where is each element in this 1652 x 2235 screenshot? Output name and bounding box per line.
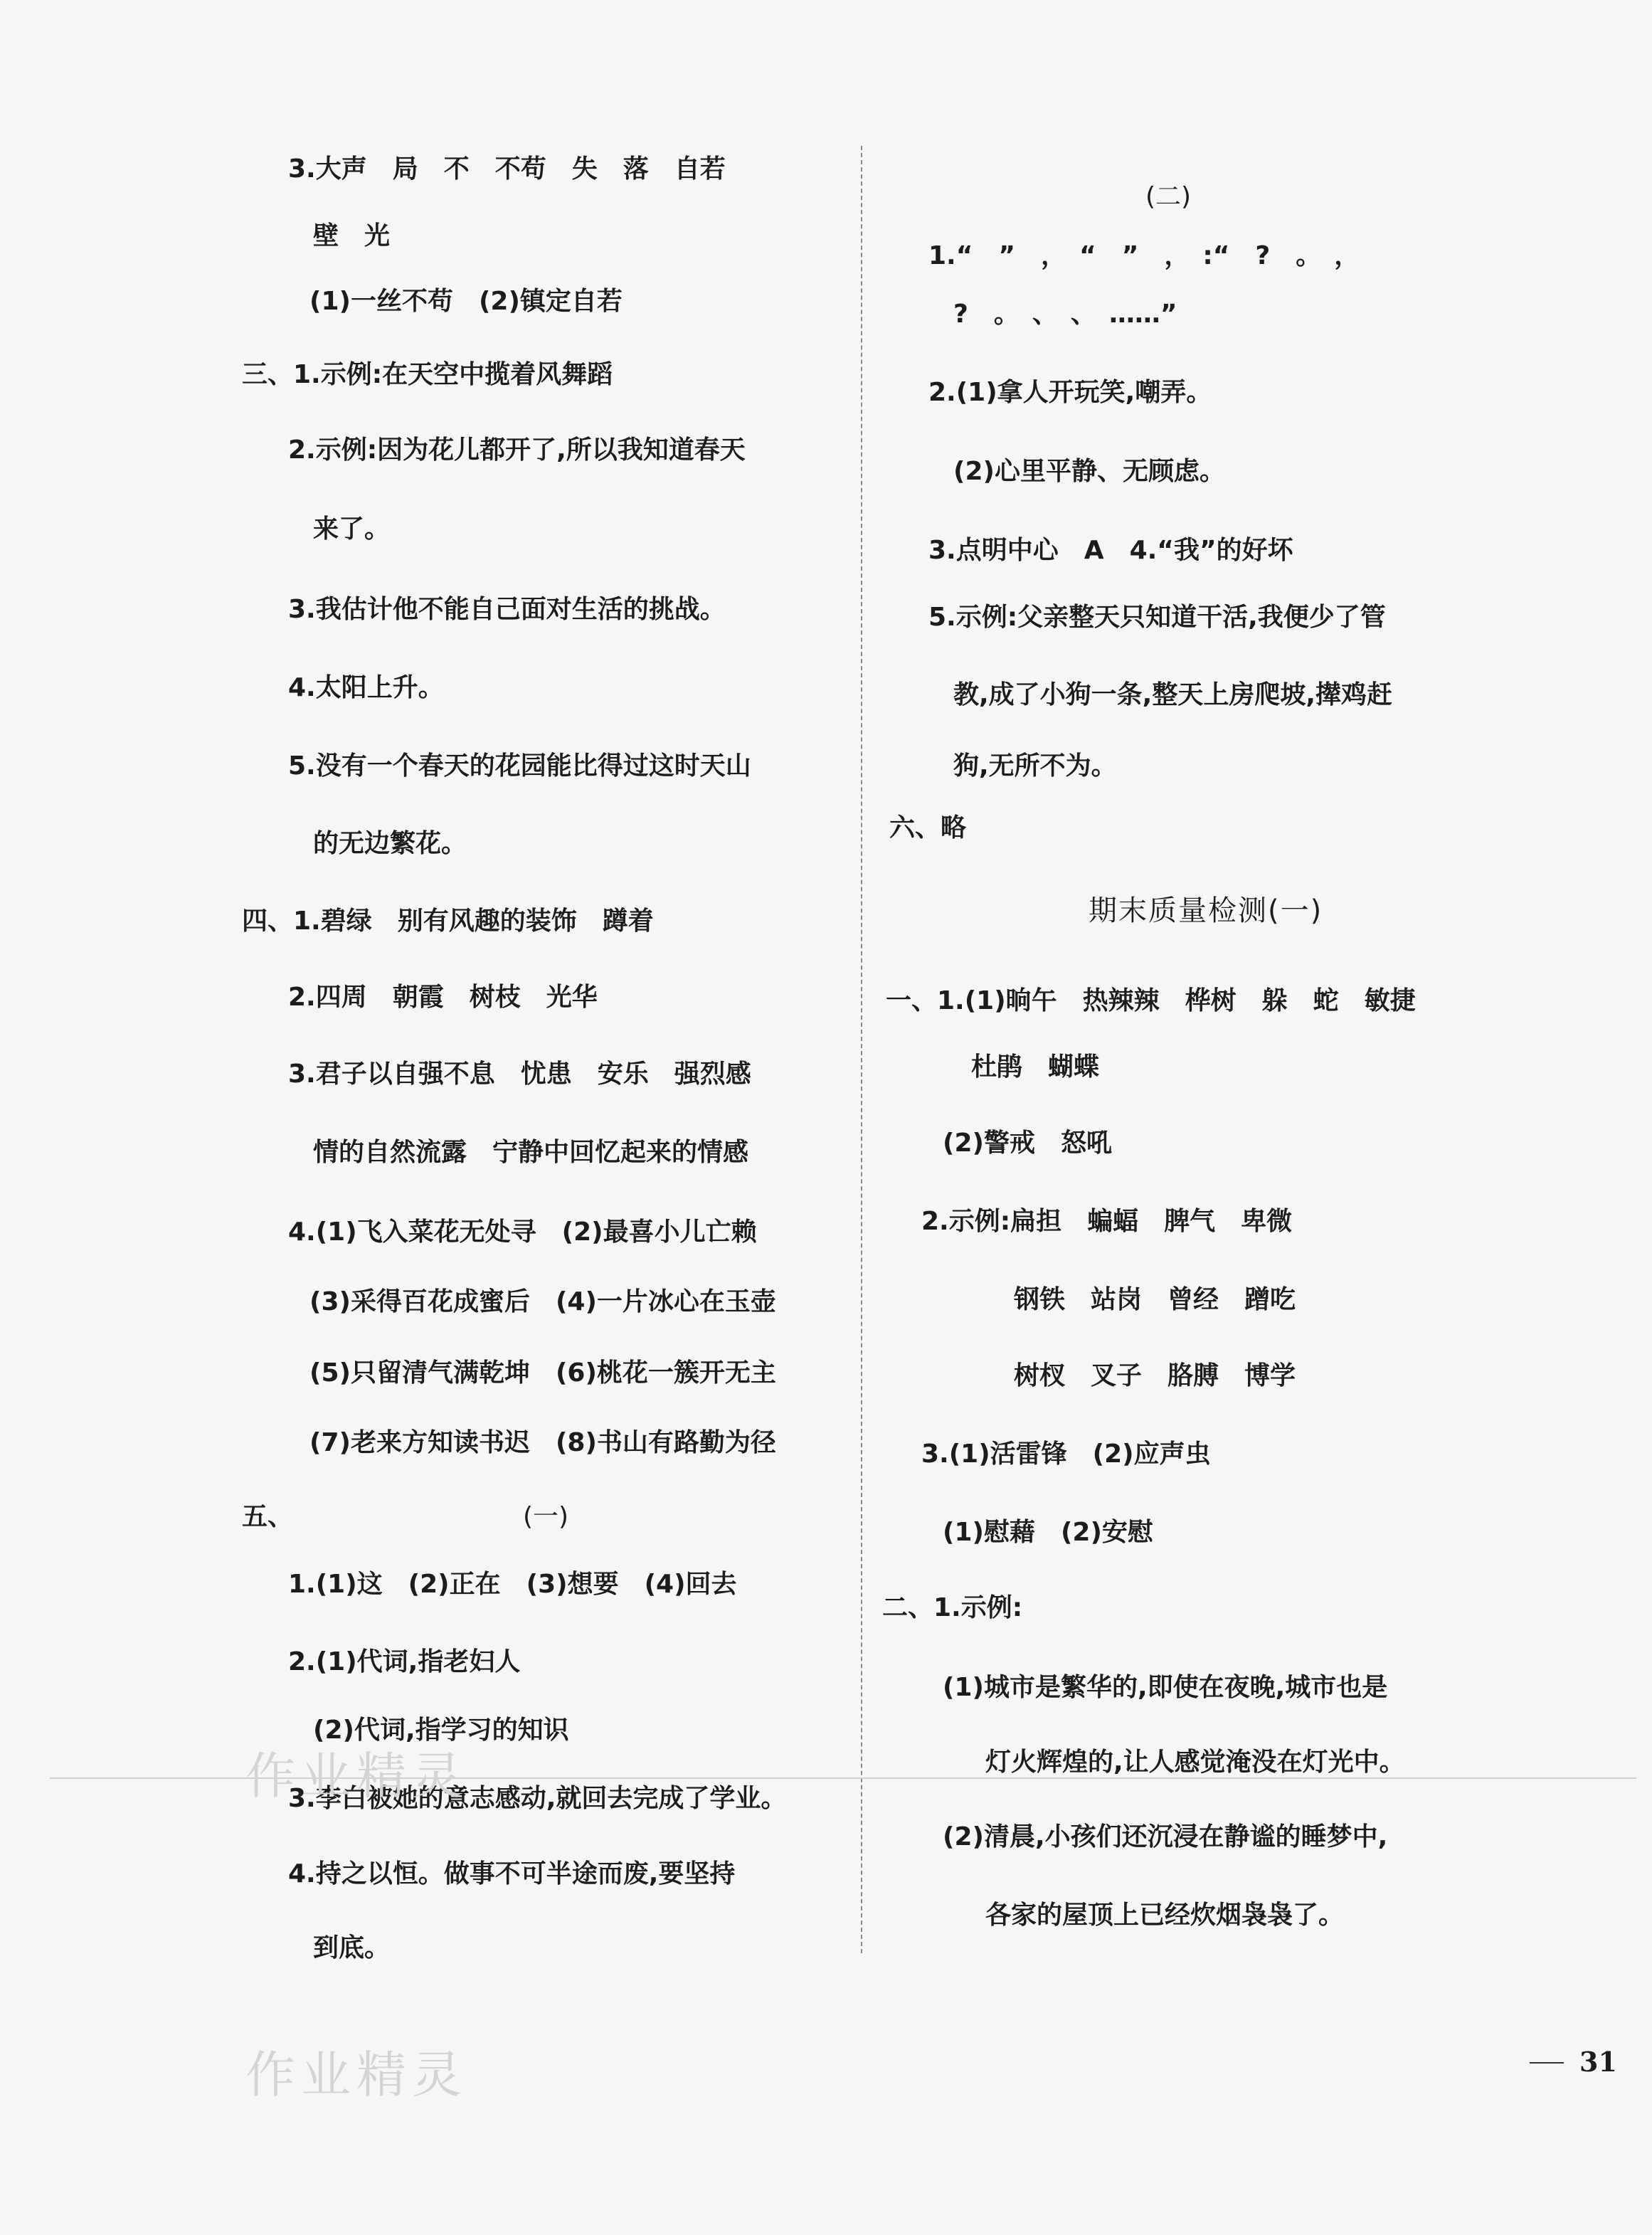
answer-line: 3.君子以自强不息 忧患 安乐 强烈感 <box>288 1060 751 1089</box>
answer-line: 5.没有一个春天的花园能比得过这时天山 <box>288 751 751 781</box>
column-divider <box>861 146 862 1953</box>
answer-line: 灯火辉煌的,让人感觉淹没在灯光中。 <box>985 1748 1405 1777</box>
answer-line: 1.“ ” ， “ ” ， :“ ? 。 ， <box>928 241 1360 270</box>
answer-line: 二、1.示例: <box>882 1593 1023 1622</box>
answer-line: 五、 <box>242 1502 294 1531</box>
answer-line: 教,成了小狗一条,整天上房爬坡,撵鸡赶 <box>953 680 1393 709</box>
answer-line: 一、1.(1)晌午 热辣辣 桦树 躲 蛇 敏捷 <box>886 986 1416 1015</box>
answer-line: (5)只留清气满乾坤 (6)桃花一簇开无主 <box>309 1358 776 1388</box>
section-heading: (一) <box>523 1502 569 1531</box>
answer-line: 2.示例:因为花儿都开了,所以我知道春天 <box>288 435 746 465</box>
answer-line: 3.点明中心 A 4.“我”的好坏 <box>928 536 1293 565</box>
answer-line: 2.(1)代词,指老妇人 <box>288 1647 521 1676</box>
answer-line: 5.示例:父亲整天只知道干活,我便少了管 <box>928 603 1386 632</box>
answer-line: 2.四周 朝霞 树枝 光华 <box>288 983 598 1012</box>
answer-line: 到底。 <box>313 1933 391 1962</box>
answer-line: (2)心里平静、无顾虑。 <box>953 457 1225 486</box>
answer-line: 4.持之以恒。做事不可半途而废,要坚持 <box>288 1859 736 1888</box>
answer-line: 4.(1)飞入菜花无处寻 (2)最喜小儿亡赖 <box>288 1217 757 1247</box>
answer-line: (1)慰藉 (2)安慰 <box>943 1518 1153 1547</box>
page-number: 31 <box>1579 2046 1617 2078</box>
answer-line: (2)清晨,小孩们还沉浸在静谧的睡梦中, <box>943 1822 1388 1851</box>
answer-line: 杜鹃 蝴蝶 <box>971 1052 1100 1082</box>
answer-line: 3.(1)活雷锋 (2)应声虫 <box>921 1439 1211 1469</box>
answer-line: 的无边繁花。 <box>313 829 467 858</box>
answer-line: 狗,无所不为。 <box>953 751 1117 781</box>
answer-line: (1)城市是繁华的,即使在夜晚,城市也是 <box>943 1673 1388 1702</box>
answer-line: (2)警戒 怒吼 <box>943 1129 1112 1158</box>
answer-line: 1.(1)这 (2)正在 (3)想要 (4)回去 <box>288 1570 737 1599</box>
watermark: 作业精灵 <box>245 1747 467 1805</box>
answer-line: 来了。 <box>313 514 391 544</box>
answer-line: 钢铁 站岗 曾经 蹭吃 <box>1014 1285 1296 1314</box>
answer-line: 2.(1)拿人开玩笑,嘲弄。 <box>928 378 1212 407</box>
answer-line: 3.李白被她的意志感动,就回去完成了学业。 <box>288 1784 787 1813</box>
watermark: 作业精灵 <box>245 2046 467 2104</box>
answer-line: (3)采得百花成蜜后 (4)一片冰心在玉壶 <box>309 1287 776 1316</box>
answer-line: (1)一丝不苟 (2)镇定自若 <box>309 287 623 316</box>
answer-line: 树杈 叉子 胳膊 博学 <box>1014 1361 1296 1390</box>
answer-line: 四、1.碧绿 别有风趣的装饰 蹲着 <box>242 907 654 936</box>
answer-line: 4.太阳上升。 <box>288 673 444 702</box>
section-heading: (二) <box>1145 182 1192 211</box>
answer-line: (7)老来方知读书迟 (8)书山有路勤为径 <box>309 1428 776 1457</box>
answer-line: 2.示例:扁担 蝙蝠 脾气 卑微 <box>921 1207 1293 1236</box>
answer-line: 六、略 <box>889 813 967 842</box>
answer-line: 壁 光 <box>313 221 391 250</box>
exam-title: 期末质量检测(一) <box>1089 894 1323 927</box>
answer-line: 情的自然流露 宁静中回忆起来的情感 <box>313 1138 749 1167</box>
page-number-dash <box>1530 2062 1564 2064</box>
answer-line: 3.大声 局 不 不苟 失 落 自若 <box>288 154 726 184</box>
answer-line: 3.我估计他不能自己面对生活的挑战。 <box>288 595 726 624</box>
answer-line: 三、1.示例:在天空中揽着风舞蹈 <box>242 360 613 389</box>
answer-line: (2)代词,指学习的知识 <box>313 1716 569 1745</box>
answer-line: ? 。 、 、 ……” <box>953 300 1177 329</box>
answer-line: 各家的屋顶上已经炊烟袅袅了。 <box>985 1901 1345 1930</box>
